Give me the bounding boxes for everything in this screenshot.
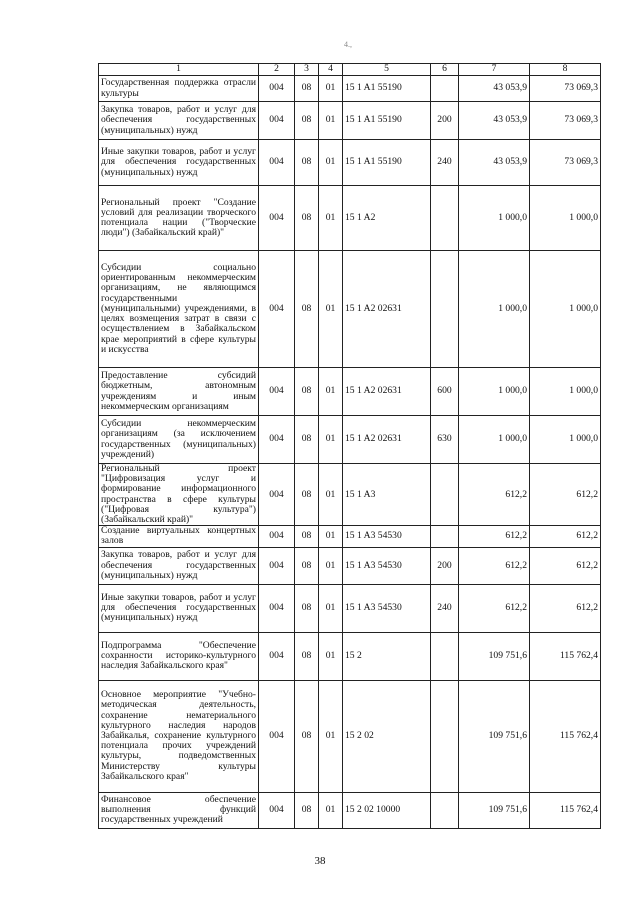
row-expense-type [431,632,459,680]
row-ministry-code: 004 [259,186,295,251]
row-amount-year-1: 43 053,9 [459,76,530,102]
row-target-code: 15 1 A1 55190 [343,102,431,140]
row-expense-type [431,76,459,102]
row-expense-type [431,464,459,526]
row-section-code: 08 [295,464,319,526]
table-row [99,186,601,251]
row-expense-type: 200 [431,547,459,584]
row-amount-year-2: 1 000,0 [530,416,601,464]
row-section-code: 08 [295,416,319,464]
row-section-code: 08 [295,76,319,102]
row-target-code: 15 1 A1 55190 [343,76,431,102]
scan-mark: 4., [344,40,352,49]
row-amount-year-2: 1 000,0 [530,368,601,416]
row-section-code: 08 [295,186,319,251]
row-target-code: 15 1 A2 02631 [343,368,431,416]
row-amount-year-1: 612,2 [459,526,530,547]
row-section-code: 08 [295,368,319,416]
row-expense-type: 600 [431,368,459,416]
row-name: Субсидии некоммерческим организациям (за исключением государственных (муниципальных) учреждений) [99,416,259,464]
row-subsection-code: 01 [319,632,343,680]
row-subsection-code: 01 [319,186,343,251]
row-expense-type: 240 [431,140,459,186]
row-section-code: 08 [295,526,319,547]
table-row [99,140,601,186]
row-subsection-code: 01 [319,76,343,102]
col-header-5: 5 [343,64,431,76]
row-amount-year-1: 109 751,6 [459,792,530,828]
row-section-code: 08 [295,584,319,632]
row-target-code: 15 1 A3 [343,464,431,526]
row-target-code: 15 1 A3 54530 [343,584,431,632]
row-section-code: 08 [295,680,319,792]
row-amount-year-1: 612,2 [459,464,530,526]
row-amount-year-2: 612,2 [530,464,601,526]
row-target-code: 15 1 A2 02631 [343,251,431,368]
row-expense-type: 630 [431,416,459,464]
row-name: Иные закупки товаров, работ и услуг для обеспечения государственных (муниципальных) нужд [99,584,259,632]
row-amount-year-2: 115 762,4 [530,680,601,792]
row-ministry-code: 004 [259,526,295,547]
row-amount-year-1: 43 053,9 [459,102,530,140]
row-subsection-code: 01 [319,140,343,186]
col-header-4: 4 [319,64,343,76]
row-subsection-code: 01 [319,102,343,140]
col-header-6: 6 [431,64,459,76]
row-name: Региональный проект "Создание условий для реализации творческого потенциала нации ("Творческие люди") (Забайкальский край)" [99,186,259,251]
row-ministry-code: 004 [259,464,295,526]
row-target-code: 15 2 02 10000 [343,792,431,828]
row-amount-year-2: 1 000,0 [530,186,601,251]
col-header-3: 3 [295,64,319,76]
row-expense-type [431,680,459,792]
row-subsection-code: 01 [319,526,343,547]
row-section-code: 08 [295,792,319,828]
row-section-code: 08 [295,102,319,140]
row-target-code: 15 1 A3 54530 [343,547,431,584]
row-amount-year-2: 73 069,3 [530,140,601,186]
row-expense-type [431,792,459,828]
row-amount-year-2: 1 000,0 [530,251,601,368]
table-row [99,632,601,680]
row-amount-year-2: 612,2 [530,547,601,584]
row-amount-year-1: 1 000,0 [459,251,530,368]
table-row [99,251,601,368]
col-header-8: 8 [530,64,601,76]
row-expense-type [431,186,459,251]
row-expense-type [431,251,459,368]
row-section-code: 08 [295,632,319,680]
column-number-row [99,64,601,76]
row-expense-type [431,526,459,547]
row-amount-year-2: 612,2 [530,584,601,632]
table-row [99,416,601,464]
row-target-code: 15 1 A2 02631 [343,416,431,464]
row-name: Создание виртуальных концертных залов [99,526,259,547]
row-name: Субсидии социально ориентированным некоммерческим организациям, не являющимся государственными (муниципальными) учреждениями, в целях возмещения затрат в связи с осуществлением в Забайкальском крае мероприятий в сфере культуры и искусства [99,251,259,368]
table-row [99,102,601,140]
row-amount-year-2: 612,2 [530,526,601,547]
row-amount-year-1: 43 053,9 [459,140,530,186]
row-section-code: 08 [295,547,319,584]
row-amount-year-2: 73 069,3 [530,76,601,102]
row-amount-year-2: 115 762,4 [530,792,601,828]
row-expense-type: 240 [431,584,459,632]
page-number: 38 [314,855,326,867]
row-ministry-code: 004 [259,792,295,828]
row-section-code: 08 [295,140,319,186]
row-name: Региональный проект "Цифровизация услуг и формирование информационного пространства в сфере культуры ("Цифровая культура") (Забайкальский край)" [99,464,259,526]
row-amount-year-1: 109 751,6 [459,632,530,680]
row-amount-year-1: 1 000,0 [459,416,530,464]
table-row [99,584,601,632]
row-amount-year-1: 1 000,0 [459,186,530,251]
row-name: Государственная поддержка отрасли культуры [99,76,259,102]
row-ministry-code: 004 [259,368,295,416]
row-subsection-code: 01 [319,547,343,584]
row-amount-year-2: 115 762,4 [530,632,601,680]
row-name: Закупка товаров, работ и услуг для обеспечения государственных (муниципальных) нужд [99,102,259,140]
row-name: Иные закупки товаров, работ и услуг для обеспечения государственных (муниципальных) нужд [99,140,259,186]
table-body [99,76,601,829]
row-target-code: 15 1 A3 54530 [343,526,431,547]
row-target-code: 15 2 02 [343,680,431,792]
row-ministry-code: 004 [259,584,295,632]
row-subsection-code: 01 [319,792,343,828]
row-subsection-code: 01 [319,464,343,526]
table-row [99,526,601,547]
row-name: Основное мероприятие "Учебно-методическая деятельность, сохранение нематериального культурного наследия народов Забайкалья, сохранение культурного потенциала прочих учреждений культуры, подведомственных Министерству культуры Забайкальского края" [99,680,259,792]
row-ministry-code: 004 [259,140,295,186]
row-target-code: 15 1 A2 [343,186,431,251]
table-row [99,368,601,416]
table-row [99,680,601,792]
row-subsection-code: 01 [319,584,343,632]
row-ministry-code: 004 [259,416,295,464]
row-ministry-code: 004 [259,251,295,368]
row-name: Подпрограмма "Обеспечение сохранности историко-культурного наследия Забайкальского края" [99,632,259,680]
row-subsection-code: 01 [319,251,343,368]
col-header-2: 2 [259,64,295,76]
table-row [99,464,601,526]
row-amount-year-2: 73 069,3 [530,102,601,140]
row-ministry-code: 004 [259,632,295,680]
row-name: Финансовое обеспечение выполнения функций государственных учреждений [99,792,259,828]
row-ministry-code: 004 [259,76,295,102]
row-ministry-code: 004 [259,680,295,792]
row-subsection-code: 01 [319,680,343,792]
row-ministry-code: 004 [259,102,295,140]
row-subsection-code: 01 [319,368,343,416]
row-target-code: 15 2 [343,632,431,680]
row-amount-year-1: 612,2 [459,584,530,632]
row-amount-year-1: 1 000,0 [459,368,530,416]
row-target-code: 15 1 A1 55190 [343,140,431,186]
row-section-code: 08 [295,251,319,368]
col-header-1: 1 [99,64,259,76]
table-row [99,547,601,584]
row-amount-year-1: 109 751,6 [459,680,530,792]
row-expense-type: 200 [431,102,459,140]
row-amount-year-1: 612,2 [459,547,530,584]
row-name: Предоставление субсидий бюджетным, автономным учреждениям и иным некоммерческим организациям [99,368,259,416]
table-row [99,792,601,828]
table-row [99,76,601,102]
row-ministry-code: 004 [259,547,295,584]
row-subsection-code: 01 [319,416,343,464]
row-name: Закупка товаров, работ и услуг для обеспечения государственных (муниципальных) нужд [99,547,259,584]
col-header-7: 7 [459,64,530,76]
budget-table [98,63,601,829]
